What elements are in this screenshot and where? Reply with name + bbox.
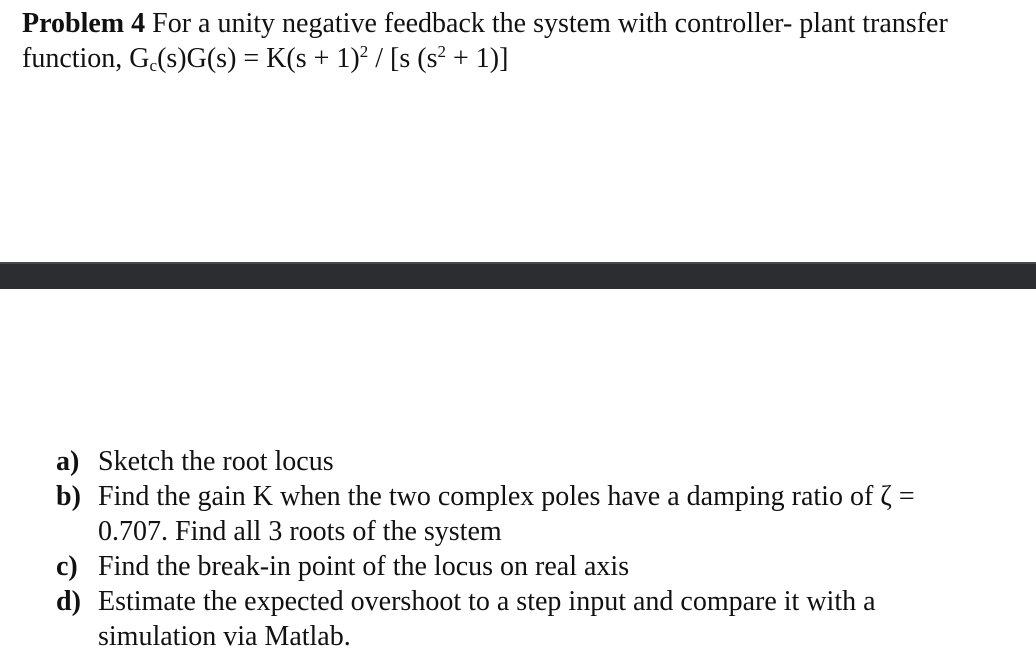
transfer-function-prefix: function, G <box>22 43 150 74</box>
part-label: c) <box>56 551 78 582</box>
transfer-function-numerator: (s)G(s) = K(s + 1) <box>157 43 360 74</box>
part-label: a) <box>56 446 80 477</box>
problem-line-2 <box>22 41 1022 76</box>
question-part-c <box>0 549 978 584</box>
page-separator-band <box>0 262 1036 289</box>
part-text: Find the gain K when the two complex poles have a damping ratio of ζ = 0.707. Find all 3 roots of the system <box>98 481 915 547</box>
question-parts-list <box>0 444 1036 654</box>
question-part-a <box>0 444 978 479</box>
transfer-function-denominator-start: / [s (s <box>368 43 438 74</box>
question-part-d <box>0 584 978 654</box>
denominator-exponent: 2 <box>437 42 446 61</box>
part-text: Sketch the root locus <box>98 446 334 477</box>
part-text: Estimate the expected overshoot to a step input and compare it with a simulation via Matlab. <box>98 586 876 652</box>
transfer-function-denominator-end: + 1)] <box>445 43 509 74</box>
problem-intro-text: For a unity negative feedback the system with controller- plant transfer <box>145 8 948 39</box>
problem-number: Problem 4 <box>22 8 146 39</box>
numerator-exponent: 2 <box>359 42 369 61</box>
part-text: Find the break-in point of the locus on real axis <box>98 551 630 582</box>
part-label: d) <box>56 586 81 617</box>
controller-subscript: c <box>149 56 158 75</box>
part-label: b) <box>56 481 81 512</box>
problem-statement <box>22 6 1022 76</box>
question-part-b <box>0 479 978 549</box>
problem-line-1 <box>22 6 1022 41</box>
